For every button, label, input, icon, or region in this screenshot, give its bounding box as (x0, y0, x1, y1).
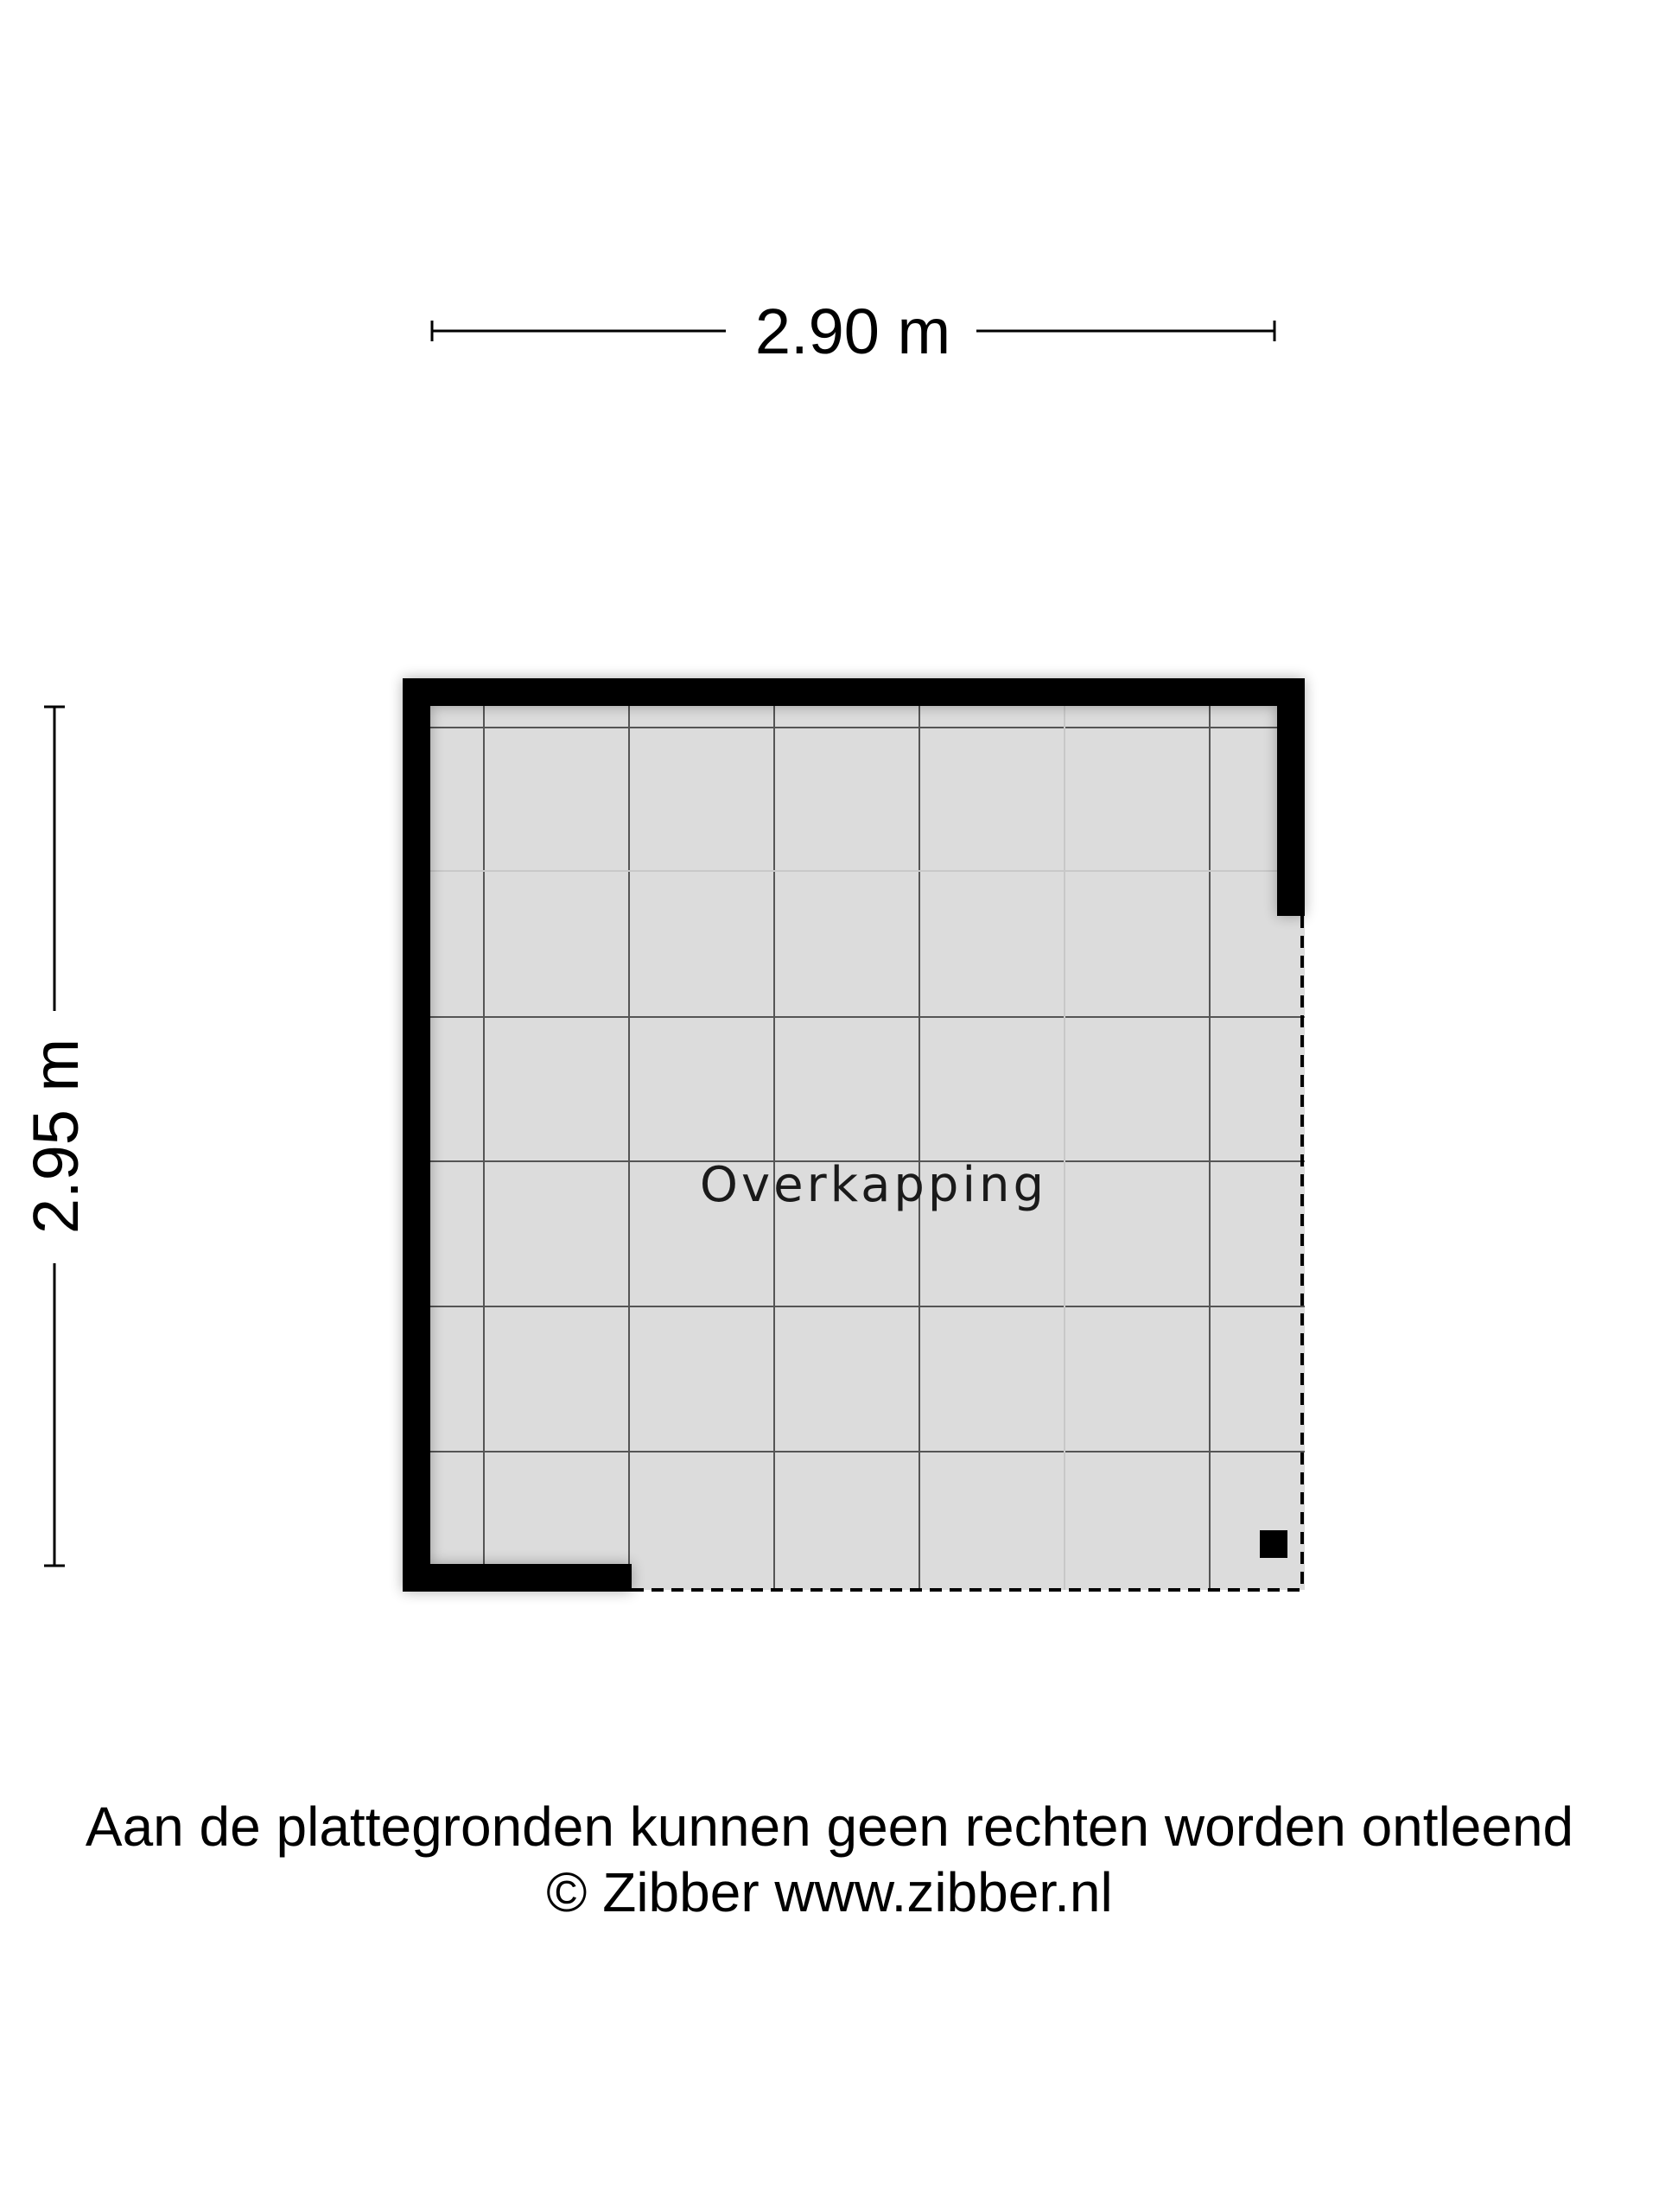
room-floor (417, 704, 1305, 1590)
column-post (1260, 1530, 1287, 1558)
room-label: Overkapping (699, 1157, 1048, 1213)
width-dimension-label: 2.90 m (754, 296, 951, 367)
disclaimer-text: Aan de plattegronden kunnen geen rechten worden ontleend (85, 1796, 1574, 1858)
height-dimension-label: 2.95 m (20, 1038, 92, 1235)
copyright-text: © Zibber www.zibber.nl (546, 1861, 1113, 1923)
